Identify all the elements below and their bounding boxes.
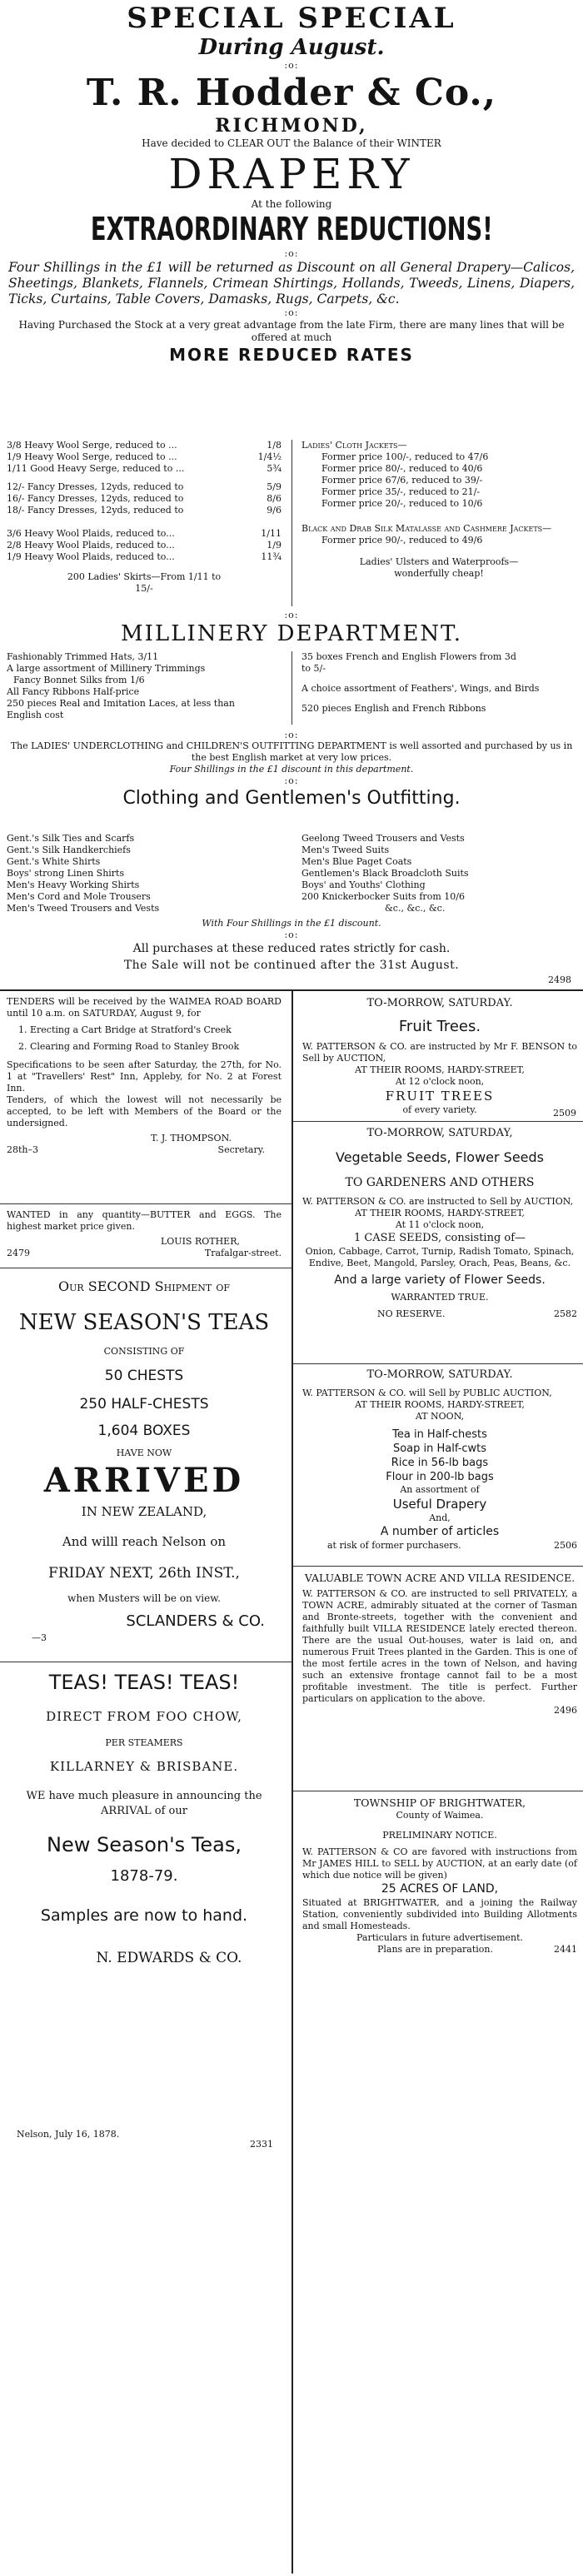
seed-list: Onion, Cabbage, Carrot, Turnip, Radish Tomato, Spinach, Endive, Beet, Mangold, Parsley, Orach, Peas, Beans, &c. <box>305 1246 575 1268</box>
list-item: Gent.'s White Shirts <box>7 856 101 867</box>
separator: :o: <box>284 929 299 940</box>
list-item: Former price 100/-, reduced to 47/6 <box>321 451 489 462</box>
drapery-heading: DRAPERY <box>168 150 415 198</box>
list-item: Boys' strong Linen Shirts <box>7 868 125 879</box>
musters: when Musters will be on view. <box>67 1592 221 1604</box>
chests: 50 CHESTS <box>104 1368 184 1384</box>
brightwater-advert <box>302 1796 577 1956</box>
list-item: Boys' and Youths' Clothing <box>301 879 426 890</box>
separator: :o: <box>284 307 299 318</box>
tomorrow-heading: TO-MORROW, SATURDAY. <box>366 997 513 1009</box>
list-item: Gent.'s Silk Handkerchiefs <box>7 845 131 855</box>
underclothing-section <box>7 730 576 811</box>
case-seeds: 1 CASE SEEDS, consisting of— <box>353 1232 526 1244</box>
list-item: A choice assortment of Feathers', Wings, and Birds <box>301 683 540 694</box>
price-list-right <box>301 440 576 580</box>
millinery-section <box>7 610 576 647</box>
millinery-right <box>301 651 576 715</box>
separator: :o: <box>284 60 299 71</box>
wanted-text: WANTED in any quantity—BUTTER and EGGS. The highest market price given. <box>7 1209 282 1232</box>
decided-text: Have decided to CLEAR OUT the Balance of their WINTER <box>142 137 441 149</box>
seeds-advert <box>302 1126 577 1320</box>
matalasse-price: Former price 90/-, reduced to 49/6 <box>321 535 483 546</box>
wanted-advert <box>7 1209 282 1259</box>
fruit-trees-title: Fruit Trees. <box>398 1018 481 1035</box>
risk-text: at risk of former purchasers. <box>327 1540 461 1551</box>
clothing-heading: Clothing and Gentlemen's Outfitting. <box>122 788 461 809</box>
list-item: 35 boxes French and English Flowers from 3d to 5/- <box>301 651 516 674</box>
villa-title: VALUABLE TOWN ACRE AND VILLA RESIDENCE. <box>304 1572 576 1584</box>
variety: of every variety. <box>402 1104 477 1115</box>
list-item: Tea in Half-chests <box>392 1428 487 1441</box>
friday: FRIDAY NEXT, 26th INST., <box>48 1565 240 1582</box>
list-item: Fancy Bonnet Silks from 1/6 <box>13 675 145 685</box>
list-item: Fashionably Trimmed Hats, 3/11 <box>7 651 159 662</box>
list-item: 3/6 Heavy Wool Plaids, reduced to... 1/11 <box>7 528 282 539</box>
list-item: &c., &c., &c. <box>385 903 446 914</box>
list-item: 1/11 Good Heavy Serge, reduced to ... 5¾ <box>7 463 282 474</box>
millinery-heading: MILLINERY DEPARTMENT. <box>121 621 462 646</box>
pleasure-text: WE have much pleasure in announcing the ARRIVAL of our <box>26 1790 262 1817</box>
list-item: Former price 67/6, reduced to 39/- <box>321 475 483 486</box>
advert-number: 2506 <box>554 1540 577 1551</box>
advert-number: —3 <box>32 1632 47 1643</box>
rooms: AT THEIR ROOMS, HARDY-STREET, <box>355 1064 525 1075</box>
divider <box>0 1203 292 1204</box>
useful-drapery: Useful Drapery <box>392 1497 487 1512</box>
new-season-teas: New Season's Teas, <box>47 1833 242 1856</box>
signer: T. J. THOMPSON. <box>151 1133 232 1144</box>
clothing-left <box>7 833 282 914</box>
our-second: Our SECOND Shipment of <box>58 1278 230 1294</box>
articles: A number of articles <box>380 1525 500 1538</box>
county: County of Waimea. <box>396 1810 484 1821</box>
fruit-text: W. PATTERSON & CO. are instructed by Mr F. BENSON to Sell by AUCTION, <box>302 1041 577 1064</box>
list-item: 3/8 Heavy Wool Serge, reduced to ... 1/8 <box>7 440 282 451</box>
ulsters-text: Ladies' Ulsters and Waterproofs—wonderfully cheap! <box>359 556 519 579</box>
separator: :o: <box>284 248 299 259</box>
spec-text: Specifications to be seen after Saturday, the 27th, for No. 1 at "Travellers' Rest" Inn, Appleby, for No. 2 at Forest Inn. <box>7 1059 282 1094</box>
wanted-name: LOUIS ROTHER, <box>160 1236 240 1247</box>
list-item: 520 pieces English and French Ribbons <box>301 703 486 714</box>
list-item: Rice in 56-lb bags <box>391 1457 489 1469</box>
advert-number: 2331 <box>250 2139 273 2150</box>
situated: Situated at BRIGHTWATER, and a joining the Railway Station, conveniently subdivided into Building Allotments and small Homesteads. <box>302 1897 577 1931</box>
list-item: 2/8 Heavy Wool Plaids, reduced to... 1/9 <box>7 540 282 551</box>
hodder-advert <box>7 2 576 366</box>
list-item: 18/- Fancy Dresses, 12yds, reduced to 9/6 <box>7 505 282 516</box>
tomorrow-heading: TO-MORROW, SATURDAY, <box>366 1127 513 1139</box>
four-dept-text: Four Shillings in the £1 discount in this department. <box>169 764 414 775</box>
tenders-advert <box>7 996 282 1156</box>
particulars: Particulars in future advertisement. <box>356 1932 524 1943</box>
fruit-item: FRUIT TREES <box>385 1089 495 1104</box>
seeds-text: W. PATTERSON & CO. are instructed to Sell by AUCTION, <box>302 1196 574 1207</box>
jackets-title: Ladies' Cloth Jackets— <box>301 440 407 451</box>
separator: :o: <box>284 730 299 740</box>
all-purchases-text: All purchases at these reduced rates strictly for cash. <box>132 942 451 955</box>
advert-number: 2496 <box>554 1705 577 1716</box>
clothing-right <box>301 833 576 914</box>
list-item: Men's Tweed Trousers and Vests <box>7 903 160 914</box>
in-nz: IN NEW ZEALAND, <box>81 1504 207 1519</box>
flower-variety: And a large variety of Flower Seeds. <box>334 1273 546 1287</box>
lowest-text: Tenders, of which the lowest will not necessarily be accepted, to be left with Members of the Board or the undersigned. <box>7 1094 282 1129</box>
samples: Samples are now to hand. <box>40 1906 248 1925</box>
villa-advert <box>302 1571 577 1717</box>
closing-section <box>7 918 576 974</box>
list-item: 12/- Fancy Dresses, 12yds, reduced to 5/9 <box>7 481 282 492</box>
consisting: CONSISTING OF <box>103 1346 185 1357</box>
new-teas-heading: NEW SEASON'S TEAS <box>18 1310 270 1335</box>
list-item: 1. Erecting a Cart Bridge at Stratford's Creek <box>18 1024 232 1035</box>
list-item: 1/9 Heavy Wool Serge, reduced to ... 1/4½ <box>7 451 282 462</box>
extraordinary-heading: EXTRAORDINARY REDUCTIONS! <box>90 211 493 247</box>
underclothing-text: The LADIES' UNDERCLOTHING and CHILDREN'S OUTFITTING DEPARTMENT is well assorted and purchased by us in the best English market at very low prices. <box>10 740 573 763</box>
list-item: Geelong Tweed Trousers and Vests <box>301 833 465 844</box>
list-item: Flour in 200-lb bags <box>386 1471 494 1483</box>
during-august: During August. <box>198 35 385 60</box>
at-following: At the following <box>251 198 332 210</box>
tenders-date: 28th–3 <box>7 1144 39 1155</box>
tomorrow-heading: TO-MORROW, SATURDAY. <box>366 1368 513 1381</box>
with-four-text: With Four Shillings in the £1 discount. <box>202 918 381 929</box>
list-item: Gentlemen's Black Broadcloth Suits <box>301 868 469 879</box>
price-list-left <box>7 440 282 595</box>
list-item: Soap in Half-cwts <box>392 1442 487 1455</box>
list-item: Former price 35/-, reduced to 21/- <box>321 486 481 497</box>
list-item: A large assortment of Millinery Trimmings <box>7 663 206 674</box>
have-now: HAVE NOW <box>116 1447 172 1458</box>
boxes: 1,604 BOXES <box>97 1423 191 1439</box>
separator: :o: <box>284 610 299 620</box>
list-item: Men's Tweed Suits <box>301 845 390 855</box>
tenders-title: TENDERS will be received by the WAIMEA ROAD BOARD until 10 a.m. on SATURDAY, August 9, for <box>7 996 282 1019</box>
per-steamers: PER STEAMERS <box>105 1737 183 1748</box>
list-item: Men's Cord and Mole Trousers <box>7 891 151 902</box>
villa-text: W. PATTERSON & CO. are instructed to sell PRIVATELY, a TOWN ACRE, admirably situated at the corner of Tasman and Bronte-streets, together with the convenient and faithfully built VILLA RESIDENCE lately erected thereon. There are the usual Out-houses, water is laid on, and numerous Fruit Trees planted in the Garden. This is one of the most fertile acres in the town of Nelson, and having such an extensive frontage cannot fail to be a most profitable investment. The title is perfect. Further particulars on application to the above. <box>302 1588 577 1704</box>
brightwater-text: W. PATTERSON & CO are favored with instructions from Mr JAMES HILL to SELL by AUCTION, at an early date (of which due notice will be given) <box>302 1846 577 1881</box>
separator: :o: <box>284 775 299 786</box>
rooms: AT THEIR ROOMS, HARDY-STREET, <box>355 1208 525 1218</box>
advert-number: 2479 <box>7 1248 30 1258</box>
skirts-text: 200 Ladies' Skirts—From 1/11 to 15/- <box>67 571 222 594</box>
plans: Plans are in preparation. <box>377 1944 493 1955</box>
list-item: Men's Blue Paget Coats <box>301 856 412 867</box>
fruit-trees-advert <box>302 996 577 1116</box>
ships: KILLARNEY & BRISBANE. <box>49 1759 239 1774</box>
divider <box>293 1363 583 1364</box>
divider <box>293 1121 583 1122</box>
notice: PRELIMINARY NOTICE. <box>382 1830 497 1841</box>
tea-auction-advert <box>302 1368 577 1552</box>
half-chests: 250 HALF-CHESTS <box>79 1396 209 1413</box>
teas-advert-1 <box>7 1278 282 1644</box>
direct-from: DIRECT FROM FOO CHOW, <box>46 1709 242 1724</box>
rooms: AT THEIR ROOMS, HARDY-STREET, <box>355 1399 525 1410</box>
list-item: Former price 20/-, reduced to 10/6 <box>321 498 483 509</box>
arrived-heading: ARRIVED <box>43 1461 245 1500</box>
advert-number: 2498 <box>548 974 571 985</box>
matalasse-title: Black and Drab Silk Matalasse and Cashmere Jackets— <box>301 523 552 534</box>
seeds-title: Vegetable Seeds, Flower Seeds <box>335 1149 545 1165</box>
list-item: Men's Heavy Working Shirts <box>7 879 140 890</box>
brightwater-title: TOWNSHIP OF BRIGHTWATER, <box>353 1796 526 1809</box>
secretary: Secretary. <box>217 1144 265 1155</box>
millinery-left <box>7 651 282 721</box>
teas-advert-2 <box>7 1669 282 1969</box>
firm-name: T. R. Hodder & Co., <box>86 72 497 114</box>
noon: AT NOON, <box>415 1411 465 1422</box>
auction-text: W. PATTERSON & CO. will Sell by PUBLIC AUCTION, <box>302 1388 552 1398</box>
assortment: An assortment of <box>400 1484 480 1495</box>
town-name: RICHMOND, <box>215 115 368 137</box>
four-shillings-text: Four Shillings in the £1 will be returned as Discount on all General Drapery—Calicos, Sheetings, Blankets, Flannels, Crimean Shirtings, Hollands, Tweeds, Linens, Diapers, Ticks, Curtains, Table Covers, Damasks, Rugs, Carpets, &c. <box>8 260 575 306</box>
advert-number: 2509 <box>553 1108 576 1119</box>
and-text: And, <box>429 1512 451 1523</box>
years: 1878-79. <box>110 1867 178 1885</box>
sclanders-firm: SCLANDERS & CO. <box>126 1612 265 1630</box>
no-reserve: NO RESERVE. <box>377 1308 446 1319</box>
list-item: 1/9 Heavy Wool Plaids, reduced to... 11¾ <box>7 551 282 562</box>
list-item: Former price 80/-, reduced to 40/6 <box>321 463 483 474</box>
column-divider <box>292 991 293 2574</box>
list-item: 250 pieces Real and Imitation Laces, at less than English cost <box>7 698 235 720</box>
list-item: Gent.'s Silk Ties and Scarfs <box>7 833 135 844</box>
warranted: WARRANTED TRUE. <box>391 1292 489 1303</box>
advert-number: 2441 <box>554 1944 577 1955</box>
wanted-place: Trafalgar-street. <box>204 1248 282 1258</box>
list-item: 16/- Fancy Dresses, 12yds, reduced to 8/6 <box>7 493 282 504</box>
list-item: All Fancy Ribbons Half-price <box>7 686 140 697</box>
list-item: 200 Knickerbocker Suits from 10/6 <box>301 891 465 902</box>
will-reach: And willl reach Nelson on <box>62 1534 227 1549</box>
advert-number: 2582 <box>554 1308 577 1319</box>
time: At 11 o'clock noon, <box>395 1219 485 1230</box>
acres: 25 ACRES OF LAND, <box>381 1882 499 1896</box>
edwards-date: Nelson, July 16, 1878. <box>17 2129 120 2140</box>
special-heading: SPECIAL SPECIAL <box>127 2 456 35</box>
list-item: 2. Clearing and Forming Road to Stanley Brook <box>18 1041 240 1052</box>
time: At 12 o'clock noon, <box>395 1076 485 1087</box>
more-reduced-heading: MORE REDUCED RATES <box>169 345 414 365</box>
purchased-text: Having Purchased the Stock at a very great advantage from the late Firm, there are many lines that will be offered at much <box>18 319 565 343</box>
gardeners: TO GARDENERS AND OTHERS <box>345 1176 535 1189</box>
sale-text: The Sale will not be continued after the 31st August. <box>123 959 460 972</box>
divider <box>293 1566 583 1567</box>
teas-heading: TEAS! TEAS! TEAS! <box>48 1671 240 1694</box>
edwards-firm: N. EDWARDS & CO. <box>96 1950 242 1966</box>
